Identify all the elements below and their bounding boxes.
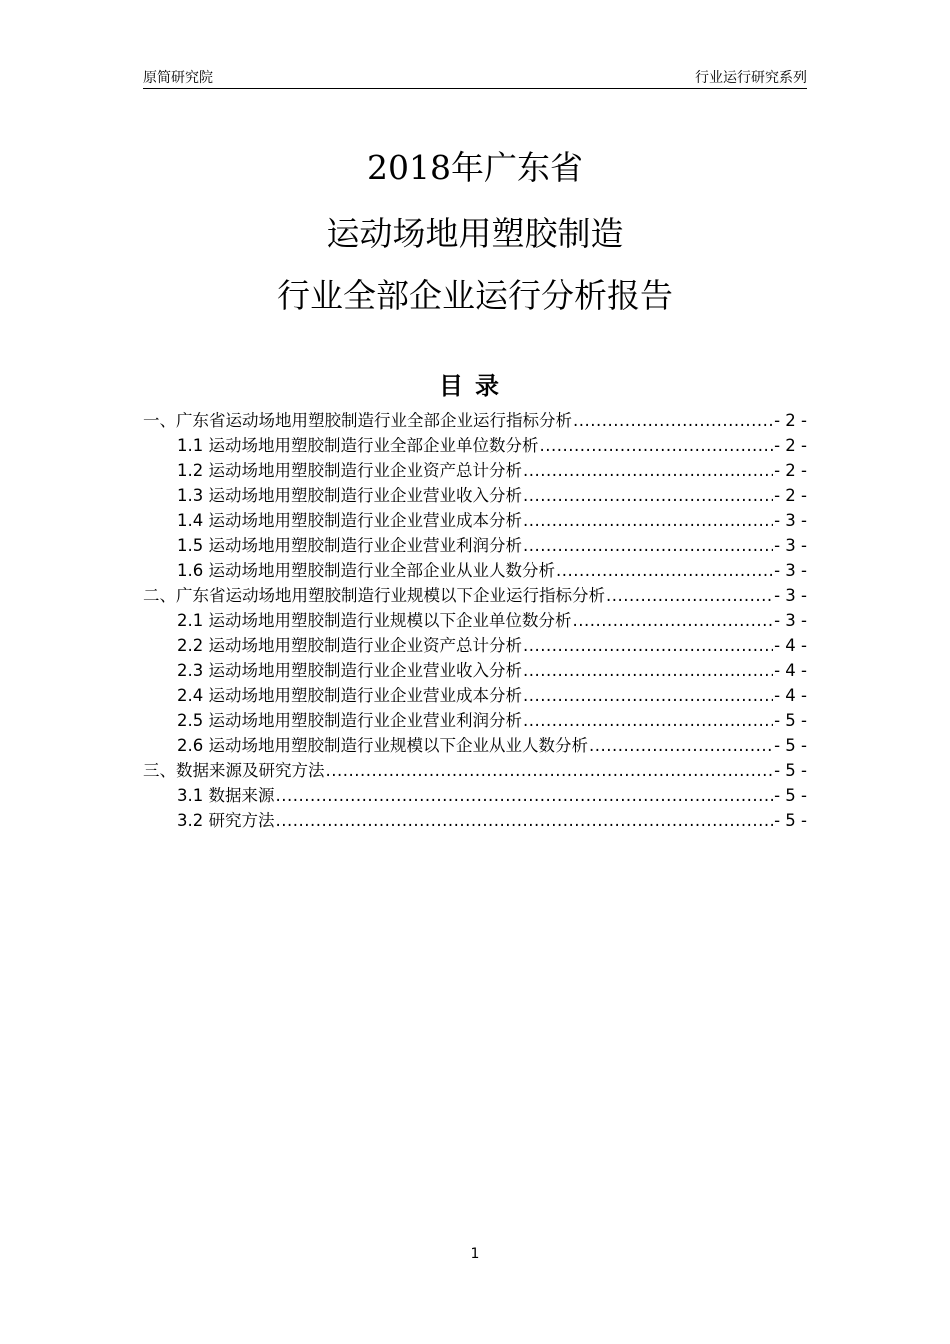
header-org: 原简研究院 [143, 70, 213, 86]
toc-entry-title: 2.2 运动场地用塑胶制造行业企业资产总计分析 [177, 636, 522, 655]
toc-entry-page: - 3 - [774, 586, 807, 605]
toc-entry-page: - 2 - [774, 411, 807, 430]
toc-entry[interactable] [143, 557, 807, 582]
toc-dot-leader [326, 761, 774, 780]
toc-entry[interactable] [143, 682, 807, 707]
toc-dot-leader [523, 511, 773, 530]
toc-entry-page: - 3 - [774, 511, 807, 530]
table-of-contents [143, 407, 807, 832]
toc-dot-leader [589, 736, 773, 755]
page-header [143, 67, 807, 89]
toc-entry-page: - 2 - [774, 486, 807, 505]
toc-entry[interactable] [143, 607, 807, 632]
toc-entry-title: 1.1 运动场地用塑胶制造行业全部企业单位数分析 [177, 436, 539, 455]
toc-entry[interactable] [143, 657, 807, 682]
toc-dot-leader [523, 461, 773, 480]
toc-entry-title: 1.3 运动场地用塑胶制造行业企业营业收入分析 [177, 486, 522, 505]
toc-dot-leader [523, 486, 773, 505]
toc-entry[interactable] [143, 807, 807, 832]
toc-entry-page: - 5 - [774, 761, 807, 780]
toc-entry[interactable] [143, 432, 807, 457]
toc-entry[interactable] [143, 407, 807, 432]
title-line-3: 行业全部企业运行分析报告 [277, 276, 673, 315]
toc-entry-page: - 5 - [774, 711, 807, 730]
toc-dot-leader [540, 436, 774, 455]
toc-entry-page: - 4 - [774, 661, 807, 680]
toc-entry-page: - 4 - [774, 686, 807, 705]
toc-entry-title: 3.2 研究方法 [177, 811, 275, 830]
toc-entry-title: 2.3 运动场地用塑胶制造行业企业营业收入分析 [177, 661, 522, 680]
toc-entry-page: - 5 - [774, 811, 807, 830]
toc-dot-leader [276, 786, 774, 805]
toc-entry-page: - 2 - [774, 436, 807, 455]
toc-entry[interactable] [143, 707, 807, 732]
toc-entry-page: - 3 - [774, 611, 807, 630]
toc-dot-leader [523, 636, 773, 655]
toc-entry[interactable] [143, 582, 807, 607]
toc-entry[interactable] [143, 732, 807, 757]
toc-entry-title: 1.4 运动场地用塑胶制造行业企业营业成本分析 [177, 511, 522, 530]
toc-dot-leader [523, 711, 773, 730]
toc-entry[interactable] [143, 757, 807, 782]
toc-entry-page: - 2 - [774, 461, 807, 480]
toc-dot-leader [573, 611, 774, 630]
toc-entry-title: 1.2 运动场地用塑胶制造行业企业资产总计分析 [177, 461, 522, 480]
toc-entry-page: - 5 - [774, 736, 807, 755]
toc-entry-title: 2.5 运动场地用塑胶制造行业企业营业利润分析 [177, 711, 522, 730]
toc-entry[interactable] [143, 632, 807, 657]
toc-dot-leader [556, 561, 773, 580]
title-line-1: 2018年广东省 [367, 148, 583, 187]
page-number: 1 [470, 1246, 480, 1262]
toc-entry-page: - 3 - [774, 536, 807, 555]
toc-dot-leader [573, 411, 773, 430]
toc-entry-title: 一、广东省运动场地用塑胶制造行业全部企业运行指标分析 [143, 411, 572, 430]
toc-entry[interactable] [143, 507, 807, 532]
toc-dot-leader [276, 811, 774, 830]
toc-dot-leader [523, 661, 773, 680]
toc-entry[interactable] [143, 532, 807, 557]
toc-entry-title: 2.4 运动场地用塑胶制造行业企业营业成本分析 [177, 686, 522, 705]
toc-entry-title: 3.1 数据来源 [177, 786, 275, 805]
toc-entry-title: 三、数据来源及研究方法 [143, 761, 325, 780]
toc-heading: 目录 [439, 372, 511, 400]
toc-entry[interactable] [143, 482, 807, 507]
toc-entry[interactable] [143, 457, 807, 482]
toc-entry-page: - 3 - [774, 561, 807, 580]
toc-dot-leader [523, 536, 773, 555]
toc-entry-page: - 4 - [774, 636, 807, 655]
toc-dot-leader [523, 686, 773, 705]
title-line-2: 运动场地用塑胶制造 [326, 214, 624, 253]
toc-entry-title: 二、广东省运动场地用塑胶制造行业规模以下企业运行指标分析 [143, 586, 605, 605]
header-series: 行业运行研究系列 [695, 70, 807, 86]
toc-entry-title: 2.1 运动场地用塑胶制造行业规模以下企业单位数分析 [177, 611, 572, 630]
toc-entry-title: 1.5 运动场地用塑胶制造行业企业营业利润分析 [177, 536, 522, 555]
toc-entry[interactable] [143, 782, 807, 807]
toc-entry-title: 1.6 运动场地用塑胶制造行业全部企业从业人数分析 [177, 561, 555, 580]
toc-dot-leader [606, 586, 773, 605]
toc-entry-page: - 5 - [774, 786, 807, 805]
toc-entry-title: 2.6 运动场地用塑胶制造行业规模以下企业从业人数分析 [177, 736, 588, 755]
